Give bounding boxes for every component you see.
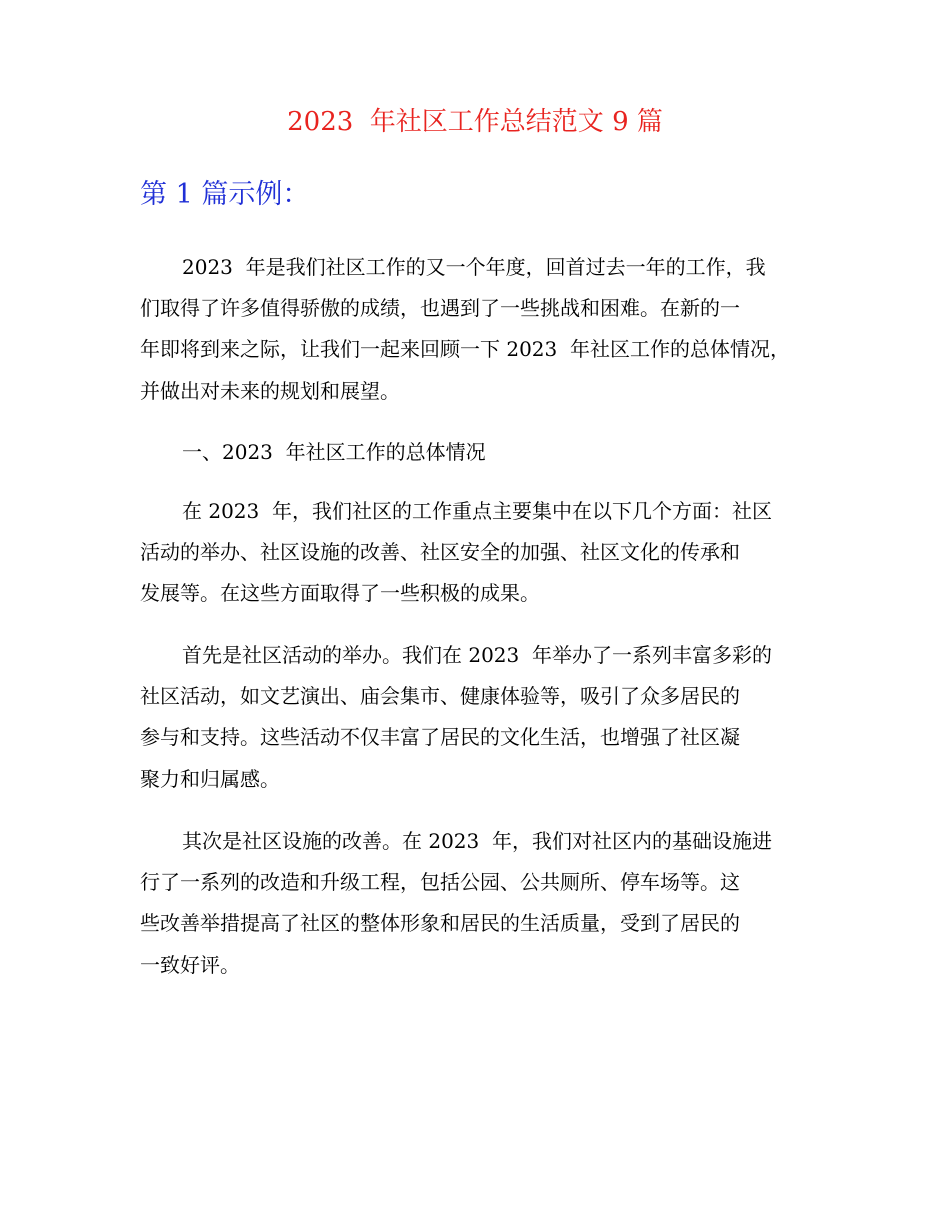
paragraph-1-line-3: 年即将到来之际，让我们一起来回顾一下 2023 年社区工作的总体情况， [140,337,790,361]
document-title: 2023 年社区工作总结范文 9 篇 [287,107,663,137]
paragraph-3-line-3: 发展等。在这些方面取得了一些积极的成果。 [140,581,540,605]
paragraph-5-line-1: 其次是社区设施的改善。在 2023 年，我们对社区内的基础设施进 [182,829,772,853]
subheading-overview: 一、2023 年社区工作的总体情况 [182,440,486,464]
paragraph-1-line-4: 并做出对未来的规划和展望。 [140,379,400,403]
paragraph-5-line-2: 行了一系列的改造和升级工程，包括公园、公共厕所、停车场等。这 [140,870,740,894]
paragraph-4-line-2: 社区活动，如文艺演出、庙会集市、健康体验等，吸引了众多居民的 [140,684,740,708]
paragraph-5-line-3: 些改善举措提高了社区的整体形象和居民的生活质量，受到了居民的 [140,911,740,935]
paragraph-1-line-2: 们取得了许多值得骄傲的成绩，也遇到了一些挑战和困难。在新的一 [140,296,740,320]
paragraph-3-line-2: 活动的举办、社区设施的改善、社区安全的加强、社区文化的传承和 [140,540,740,564]
paragraph-4-line-4: 聚力和归属感。 [140,767,280,791]
section-heading: 第 1 篇示例： [140,179,310,210]
paragraph-5-line-4: 一致好评。 [140,953,240,977]
paragraph-4-line-1: 首先是社区活动的举办。我们在 2023 年举办了一系列丰富多彩的 [182,643,772,667]
paragraph-3-line-1: 在 2023 年，我们社区的工作重点主要集中在以下几个方面：社区 [182,499,772,523]
paragraph-1-line-1: 2023 年是我们社区工作的又一个年度，回首过去一年的工作，我 [182,255,766,279]
paragraph-4-line-3: 参与和支持。这些活动不仅丰富了居民的文化生活，也增强了社区凝 [140,725,740,749]
